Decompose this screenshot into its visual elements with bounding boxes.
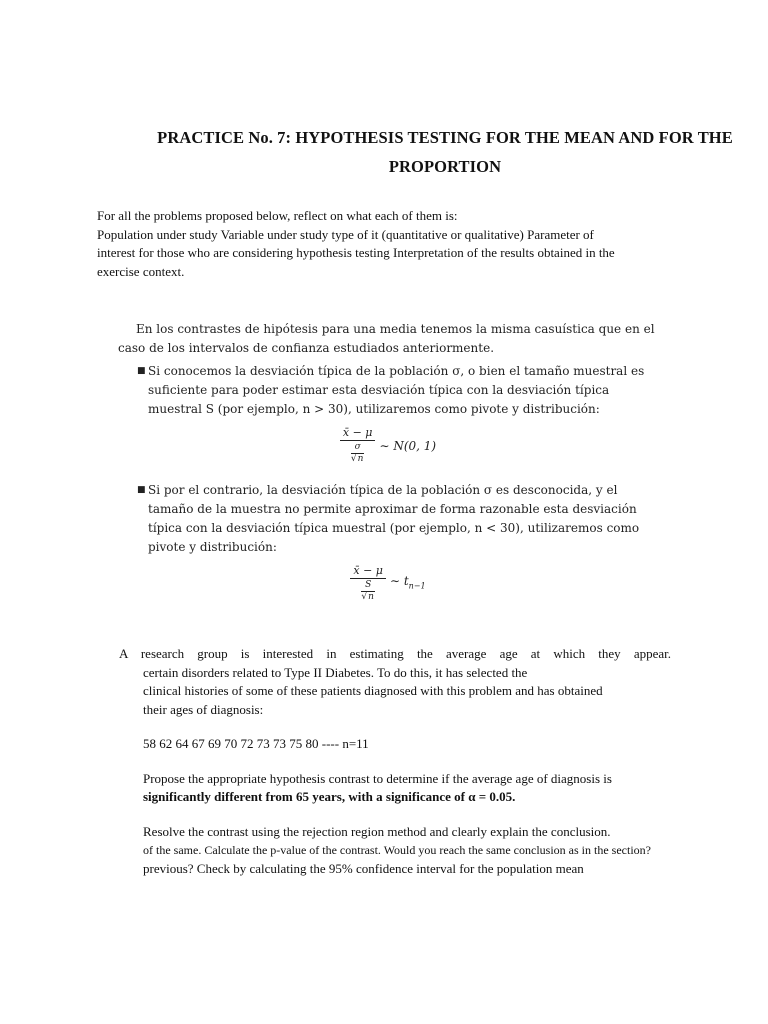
theory-bullet-unknown-sigma	[118, 481, 658, 557]
formula-fraction	[350, 565, 386, 603]
formula-distribution: ∼ N(0, 1)	[379, 438, 437, 453]
formula-fraction	[340, 427, 376, 465]
question-2-line-3: previous? Check by calculating the 95% confidence interval for the population mean	[143, 860, 584, 876]
theory-excerpt	[118, 320, 658, 619]
bullet-icon: ■	[137, 366, 146, 376]
formula-distribution	[390, 572, 426, 595]
formula-denominator: σ √n	[350, 442, 364, 464]
intro-line-3: interest for those who are considering hypothesis testing Interpretation of the results obtained in the	[97, 245, 615, 260]
formula-den-top: σ	[351, 442, 365, 454]
bullet-icon: ■	[137, 485, 146, 495]
problem-statement	[119, 645, 671, 878]
question-2-line-2: of the same. Calculate the p-value of the contrast. Would you reach the same conclusion as in the section?	[143, 843, 651, 857]
page-title	[140, 123, 750, 181]
formula-rhs-subscript: n−1	[408, 581, 426, 591]
question-1-line-2: significantly different from 65 years, with a significance of α = 0.05.	[143, 789, 516, 804]
formula-numerator: x̄ − μ	[350, 565, 386, 579]
formula-denominator: S √n	[361, 580, 374, 602]
formula-den-top: S	[361, 580, 375, 592]
problem-line-1: A research group is interested in estimating the average age at which they appear.	[119, 646, 671, 661]
theory-bullet-2-text: Si por el contrario, la desviación típica de la población σ es desconocida, y el tamaño de la muestra no permite aproximar de forma razonable esta desviación típica con la desviación típica muestral (por ejemplo, n < 30), utilizaremos como pivote y distribución:	[148, 483, 640, 554]
problem-line-4: their ages of diagnosis:	[143, 701, 264, 717]
intro-line-1: For all the problems proposed below, reflect on what each of them is:	[97, 208, 458, 223]
theory-paragraph: En los contrastes de hipótesis para una media tenemos la misma casuística que en el caso de los intervalos de confianza estudiados anteriormente.	[118, 322, 655, 355]
problem-line-3: clinical histories of some of these patients diagnosed with this problem and has obtained	[143, 683, 603, 698]
title-line-2: PROPORTION	[388, 157, 502, 176]
intro-paragraph	[97, 207, 657, 281]
sample-data: 58 62 64 67 69 70 72 73 73 75 80 ---- n=11	[143, 736, 369, 751]
formula-den-root: n	[357, 454, 364, 464]
intro-line-2: Population under study Variable under study type of it (quantitative or qualitative) Parameter of	[97, 226, 594, 242]
formula-numerator: x̄ − μ	[340, 427, 376, 441]
formula-rhs-main: ∼ t	[389, 574, 409, 589]
problem-line-2: certain disorders related to Type II Diabetes. To do this, it has selected the	[143, 664, 528, 680]
intro-line-4: exercise context.	[97, 263, 185, 279]
title-line-1: PRACTICE No. 7: HYPOTHESIS TESTING FOR THE MEAN AND FOR THE	[157, 128, 733, 147]
pivot-formula-normal	[118, 427, 658, 465]
question-1-line-1: Propose the appropriate hypothesis contrast to determine if the average age of diagnosis is	[143, 770, 612, 786]
formula-den-root: n	[368, 592, 374, 602]
theory-bullet-known-sigma	[118, 362, 658, 419]
pivot-formula-t	[118, 565, 658, 603]
question-2-line-1: Resolve the contrast using the rejection region method and clearly explain the conclusion.	[143, 823, 611, 839]
theory-bullet-1-text: Si conocemos la desviación típica de la población σ, o bien el tamaño muestral es suficiente para poder estimar esta desviación típica con la desviación típica muestral S (por ejemplo, n > 30), utilizaremos como pivote y distribución:	[148, 364, 645, 416]
